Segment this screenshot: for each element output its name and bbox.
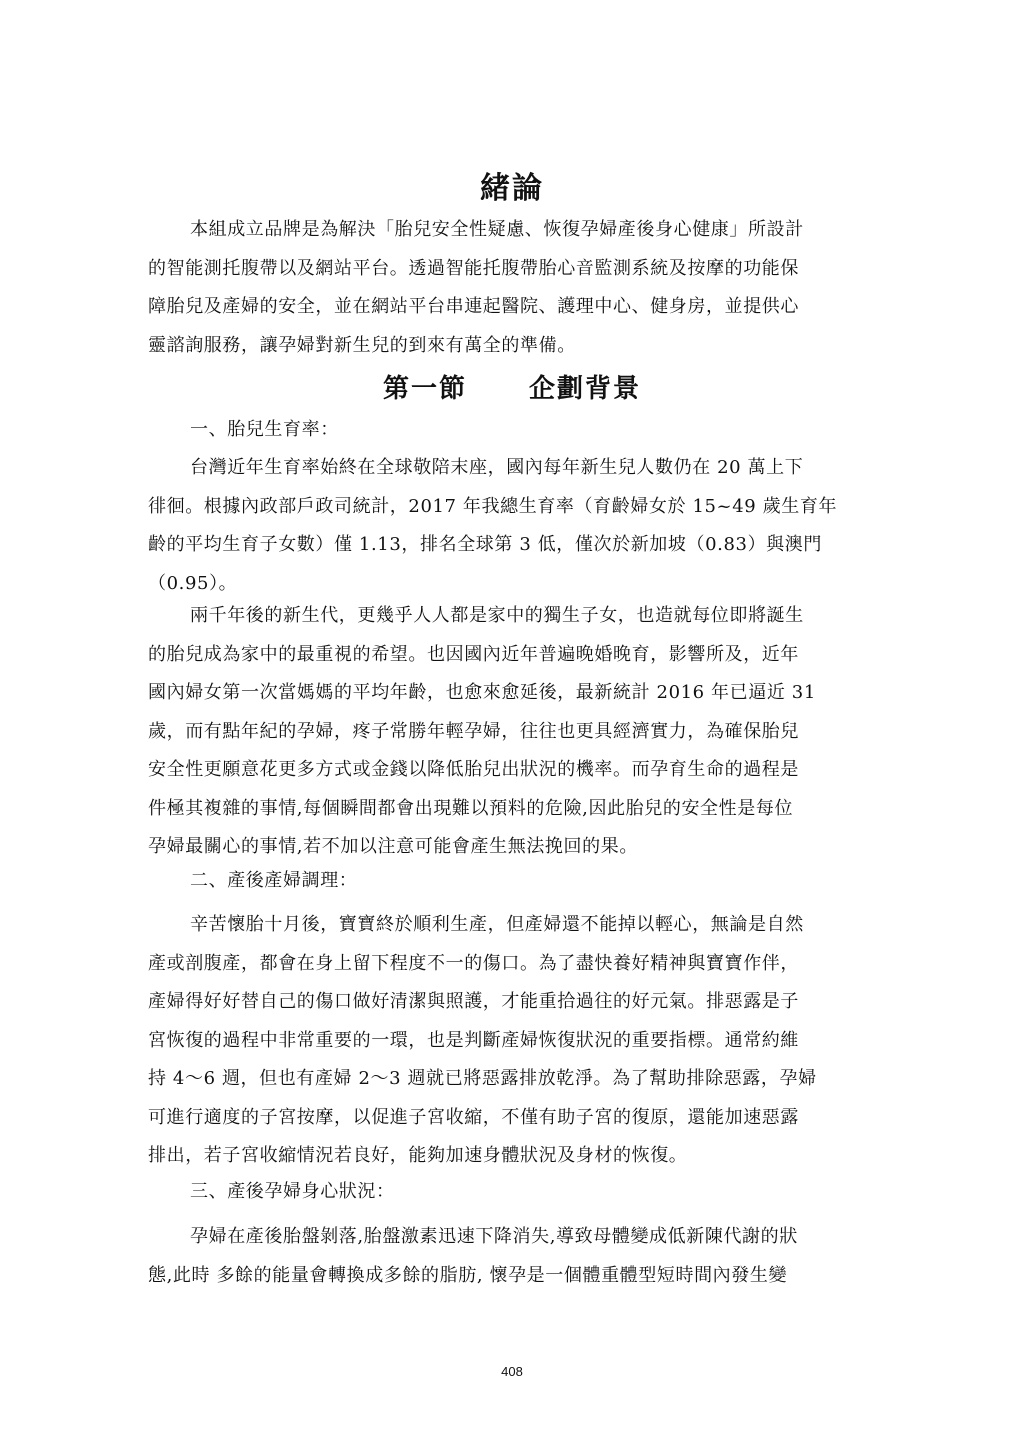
paragraph-new-generation: [148, 597, 873, 867]
text-line: 持 4～6 週，但也有產婦 2～3 週就已將惡露排放乾淨。為了幫助排除惡露，孕婦: [148, 1068, 817, 1089]
text-line: 的胎兒成為家中的最重視的希望。也因國內近年普遍晚婚晚育，影響所及，近年: [148, 643, 799, 665]
text-line: 齡的平均生育子女數）僅 1.13，排名全球第 3 低，僅次於新加坡（0.83）與澳門: [148, 534, 822, 555]
section-name: 企劃背景: [529, 374, 642, 404]
text-line: （0.95）。: [148, 572, 238, 594]
text-line: 國內婦女第一次當媽媽的平均年齡，也愈來愈延後，最新統計 2016 年已逼近 31: [148, 682, 816, 703]
text-line: 孕婦在產後胎盤剝落,胎盤激素迅速下降消失,導致母體變成低新陳代謝的狀: [190, 1226, 798, 1247]
text-line: 的智能測托腹帶以及網站平台。透過智能托腹帶胎心音監測系統及按摩的功能保: [148, 257, 799, 279]
text-line: 態,此時 多餘的能量會轉換成多餘的脂肪, 懷孕是一個體重體型短時間內發生變: [148, 1264, 788, 1286]
text-line: 本組成立品牌是為解決「胎兒安全性疑慮、恢復孕婦產後身心健康」所設計: [190, 219, 804, 240]
section-number: 第一節: [382, 374, 467, 404]
text-line: 宮恢復的過程中非常重要的一環，也是判斷產婦恢復狀況的重要指標。通常約維: [148, 1029, 799, 1051]
subsection-heading-2: 二、產後產婦調理：: [190, 870, 358, 891]
text-line: 障胎兒及產婦的安全，並在網站平台串連起醫院、護理中心、健身房，並提供心: [148, 296, 799, 317]
page-number: 408: [501, 1364, 523, 1379]
text-line: 辛苦懷胎十月後，寶寶終於順利生產，但產婦還不能掉以輕心，無論是自然: [190, 914, 804, 935]
text-line: 歲，而有點年紀的孕婦，疼子常勝年輕孕婦，往往也更具經濟實力，為確保胎兒: [148, 720, 799, 742]
text-line: 排出，若子宮收縮情況若良好，能夠加速身體狀況及身材的恢復。: [148, 1145, 688, 1166]
text-line: 台灣近年生育率始終在全球敬陪末座，國內每年新生兒人數仍在 20 萬上下: [190, 457, 804, 478]
paragraph-postpartum-care: [148, 906, 873, 1176]
subsection-heading-3: 三、產後孕婦身心狀況：: [190, 1181, 395, 1202]
paragraph-mental-state: [148, 1218, 873, 1295]
text-line: 產婦得好好替自己的傷口做好清潔與照護，才能重拾過往的好元氣。排惡露是子: [148, 991, 799, 1012]
text-line: 件極其複雜的事情,每個瞬間都會出現難以預料的危險,因此胎兒的安全性是每位: [148, 797, 794, 819]
text-line: 徘徊。根據內政部戶政司統計，2017 年我總生育率（育齡婦女於 15~49 歲生育年: [148, 495, 838, 517]
text-line: 孕婦最關心的事情,若不加以注意可能會產生無法挽回的果。: [148, 836, 638, 857]
paragraph-birth-rate: [148, 449, 873, 603]
text-line: 靈諮詢服務，讓孕婦對新生兒的到來有萬全的準備。: [148, 334, 576, 356]
intro-paragraph: [148, 211, 873, 365]
page-title: 緒論: [480, 171, 544, 206]
text-line: 兩千年後的新生代，更幾乎人人都是家中的獨生子女，也造就每位即將誕生: [190, 605, 804, 626]
subsection-heading-1: 一、胎兒生育率：: [190, 419, 339, 440]
text-line: 安全性更願意花更多方式或金錢以降低胎兒出狀況的機率。而孕育生命的過程是: [148, 759, 799, 780]
section-title: [0, 368, 1024, 405]
text-line: 產或剖腹產，都會在身上留下程度不一的傷口。為了盡快養好精神與寶寶作伴，: [148, 952, 799, 974]
text-line: 可進行適度的子宮按摩，以促進子宮收縮，不僅有助子宮的復原，還能加速惡露: [148, 1106, 799, 1128]
